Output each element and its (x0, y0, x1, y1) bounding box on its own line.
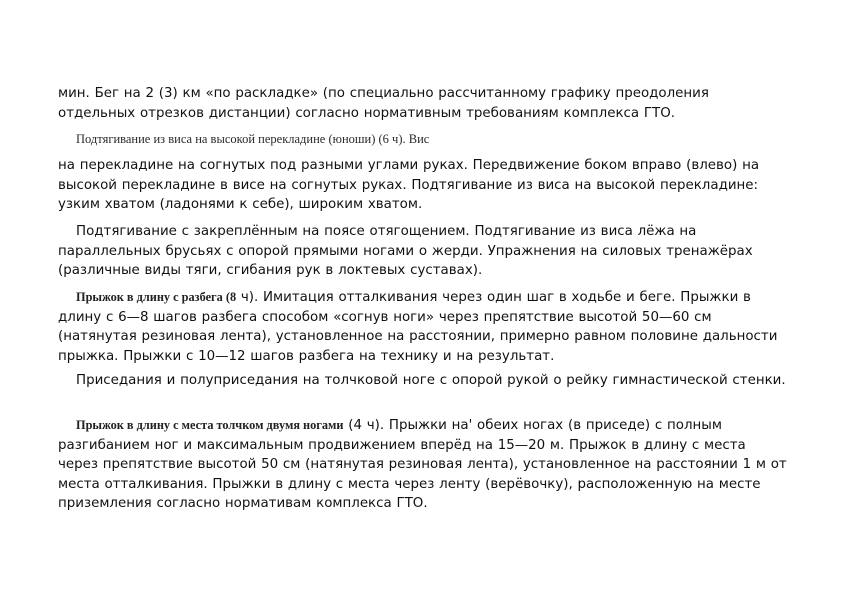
paragraph-running-long-jump (58, 288, 788, 366)
paragraph-squats: Приседания и полуприседания на толчковой ноге с опорой рукой о рейку гимнастической стенки. (76, 373, 786, 388)
paragraph-run-distance: мин. Бег на 2 (3) км «по раскладке» (по специально рассчитанному графику преодоления отдельных отрезков дистанции) согласно нормативным требованиям комплекса ГТО. (58, 86, 709, 121)
section-title-standing-long-jump: Прыжок в длину с места толчком двумя ногами (76, 418, 344, 432)
section-title-running-long-jump: Прыжок в длину с разбега (8 (76, 290, 237, 304)
paragraph-pullup-hang: на перекладине на согнутых под разными углами руках. Передвижение боком вправо (влево) на высокой перекладине в висе на согнутых руках. Подтягивание из виса на высокой перекладине: узким хватом (ладонями к себе), широким хватом. (58, 158, 760, 212)
paragraph-pullup-heading: Подтягивание из виса на высокой перекладине (юноши) (6 ч). Вис (76, 132, 430, 146)
paragraph-standing-long-jump-text: (4 ч). Прыжки на' обеих ногах (в приседе) с полным разгибанием ног и максимальным продвижением вперёд на 15—20 м. Прыжок в длину с места через препятствие высотой 50 см (натянутая резиновая лента), установленное на расстоянии 1 м от места отталкивания. Прыжки в длину с места через ленту (верёвочку), расположенную на месте приземления согласно нормативам комплекса ГТО. (58, 418, 787, 511)
paragraph-pullup-weighted: Подтягивание с закреплённым на поясе отягощением. Подтягивание из виса лёжа на параллельных брусьях с опорой прямыми ногами о жерди. Упражнения на силовых тренажёрах (различные виды тяги, сгибания рук в локтевых суставах). (58, 224, 753, 278)
paragraph-running-long-jump-text: ч). Имитация отталкивания через один шаг в ходьбе и беге. Прыжки в длину с 6—8 шагов разбега способом «согнув ноги» через препятствие высотой 50—60 см (натянутая резиновая лента), установленное на расстоянии, примерно равном половине дальности прыжка. Прыжки с 10—12 шагов разбега на технику и на результат. (58, 290, 778, 364)
paragraph-standing-long-jump (58, 416, 788, 514)
